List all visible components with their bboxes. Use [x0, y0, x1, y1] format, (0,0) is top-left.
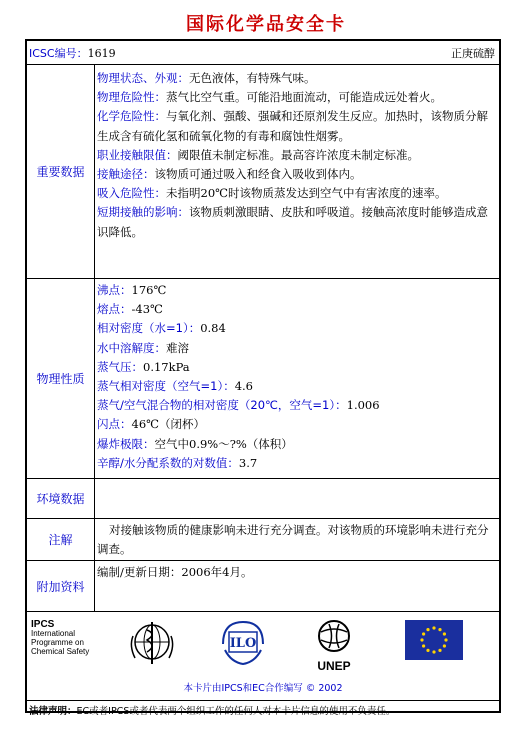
icsc-label: ICSC编号： — [29, 47, 88, 60]
property-item: 熔点：-43℃ — [97, 302, 163, 317]
important-item: 物理危险性：蒸气比空气重。可能沿地面流动，可能造成远处着火。 — [97, 90, 442, 105]
additional-info-label: 附加资料 — [27, 561, 95, 611]
important-item: 短期接触的影响：该物质刺激眼睛、皮肤和呼吸道。接触高浓度时能够造成意识降低。 — [97, 205, 488, 239]
physical-properties-label: 物理性质 — [27, 279, 95, 478]
card-title: 国际化学品安全卡 — [186, 14, 346, 35]
property-item: 蒸气/空气混合物的相对密度（20℃，空气=1）：1.006 — [97, 398, 380, 413]
notes-label: 注解 — [27, 519, 95, 560]
important-item: 职业接触限值：阈限值未制定标准。最高容许浓度未制定标准。 — [97, 147, 419, 162]
who-logo-icon — [127, 616, 177, 670]
property-item: 蒸气相对密度（空气=1）：4.6 — [97, 379, 253, 394]
legal-text: EC或者IPCS或者代表两个组织工作的任何人对本卡片信息的使用不负责任。 — [76, 706, 396, 717]
important-item: 接触途径：该物质可通过吸入和经食入吸收到体内。 — [97, 167, 362, 182]
eu-flag-icon — [405, 620, 463, 660]
additional-info-row — [27, 561, 499, 612]
property-item: 蒸气压：0.17kPa — [97, 359, 190, 374]
ipcs-name: IPCS — [31, 619, 55, 630]
notes-row — [27, 519, 499, 561]
important-data-row — [27, 65, 499, 279]
credit-line: 本卡片由IPCS和EC合作编写 © 2002 — [183, 683, 343, 694]
property-item: 闪点：46℃（闭杯） — [97, 417, 205, 432]
environment-content — [97, 479, 499, 518]
property-item: 相对密度（水=1）：0.84 — [97, 321, 226, 336]
ilo-logo-icon — [217, 616, 269, 670]
property-item: 沸点：176℃ — [97, 283, 167, 297]
ipcs-block: IPCS International Programme on Chemical Safety — [31, 619, 90, 656]
legal-statement — [29, 703, 395, 717]
important-item: 物理状态、外观：无色液体，有特殊气味。 — [97, 71, 316, 85]
property-item: 爆炸极限：空气中0.9%～?%（体积） — [97, 436, 293, 451]
additional-info-content: 编制/更新日期：2006年4月。 — [97, 565, 253, 579]
icsc-number: 1619 — [87, 47, 116, 60]
safety-card — [25, 39, 501, 717]
important-data-content — [97, 65, 499, 278]
property-item: 辛醇/水分配系数的对数值：3.7 — [97, 455, 258, 470]
physical-properties-content — [97, 279, 499, 478]
unep-text: UNEP — [317, 659, 351, 673]
logos-row — [27, 612, 499, 701]
ilo-text: ILO — [229, 636, 257, 651]
chemical-name: 正庚硫醇 — [451, 47, 495, 60]
environment-row — [27, 479, 499, 519]
property-item: 水中溶解度：难溶 — [97, 340, 189, 355]
unep-logo-icon — [307, 616, 361, 676]
important-item: 吸入危险性：未指明20℃时该物质蒸发达到空气中有害浓度的速率。 — [97, 186, 447, 201]
header-row — [27, 41, 499, 65]
important-data-label: 重要数据 — [27, 65, 95, 278]
notes-content: 对接触该物质的健康影响未进行充分调查。对该物质的环境影响未进行充分调查。 — [97, 523, 489, 557]
physical-properties-row — [27, 279, 499, 479]
important-item: 化学危险性：与氧化剂、强酸、强碱和还原剂发生反应。加热时，该物质分解生成含有硫化氢和硫氧化物的有毒和腐蚀性烟雾。 — [97, 109, 488, 143]
legal-label: 法律声明： — [29, 706, 77, 717]
environment-label: 环境数据 — [27, 479, 95, 518]
